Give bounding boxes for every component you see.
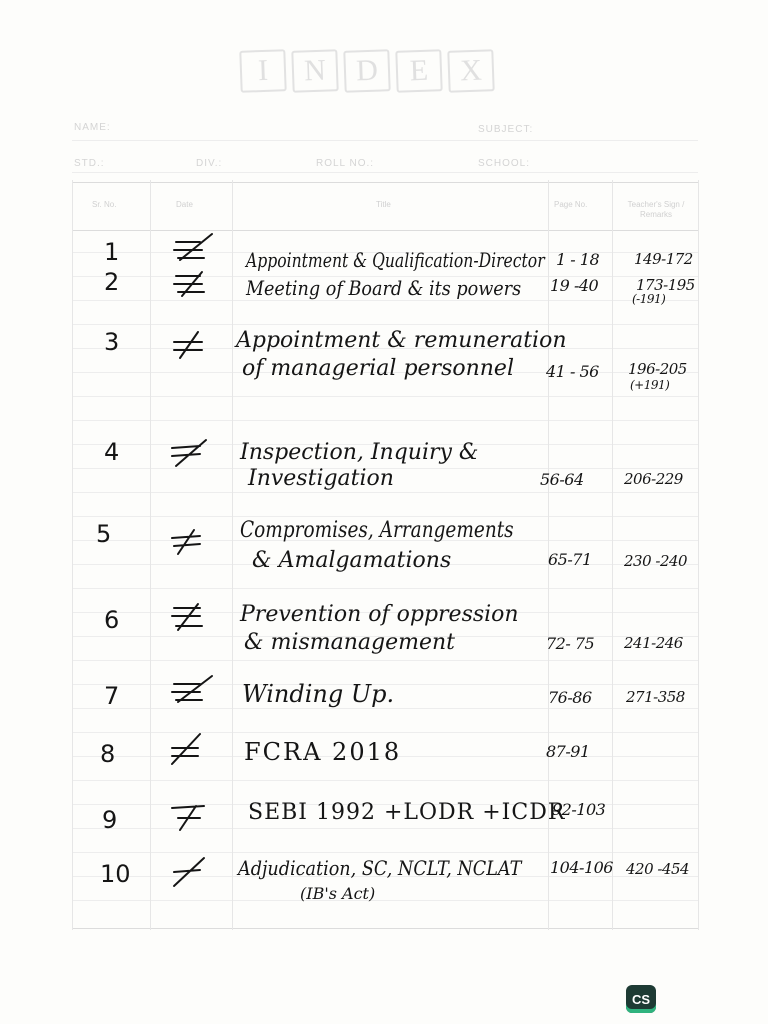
index-letter: N <box>291 49 338 93</box>
column-header-sr: Sr. No. <box>92 200 117 209</box>
ruled-line <box>72 300 698 301</box>
school-label: SCHOOL: <box>478 158 531 169</box>
entry-pages: 87-91 <box>546 742 590 761</box>
entry-reference: 241-246 <box>624 634 683 652</box>
entry-title-line-1: Appointment & remuneration <box>236 328 567 353</box>
entry-title-line-1: Compromises, Arrangements <box>240 518 514 543</box>
entry-reference-note: (+191) <box>630 378 670 392</box>
index-letter: X <box>447 49 494 93</box>
column-divider <box>612 180 613 930</box>
camscanner-logo: CS <box>626 985 656 1013</box>
entry-reference: 149-172 <box>634 250 693 268</box>
entry-pages: 1 - 18 <box>556 250 600 269</box>
entry-pages: 19 -40 <box>550 276 599 295</box>
ruled-line <box>72 324 698 325</box>
entry-pages: 76-86 <box>548 688 592 707</box>
entry-number: 10 <box>100 860 131 888</box>
tick-mark-icon <box>166 600 214 634</box>
entry-title-line-2: Investigation <box>248 466 394 491</box>
ruled-line <box>72 660 698 661</box>
entry-reference: 271-358 <box>626 688 685 706</box>
table-bottom-rule <box>72 928 698 929</box>
entry-reference: 196-205 <box>628 360 687 378</box>
entry-reference-note: (-191) <box>632 292 666 306</box>
tick-mark-icon <box>166 670 214 704</box>
index-letter: D <box>343 49 390 93</box>
entry-pages: 56-64 <box>540 470 584 489</box>
column-divider <box>150 180 151 930</box>
index-letter: I <box>239 49 286 93</box>
entry-pages: 41 - 56 <box>546 362 599 381</box>
table-head-rule <box>72 230 698 231</box>
column-header-date: Date <box>176 200 193 209</box>
name-label: NAME: <box>74 122 111 133</box>
entry-pages: 104-106 <box>550 858 613 877</box>
tick-mark-icon <box>168 328 216 362</box>
ruled-line <box>72 900 698 901</box>
column-divider <box>72 180 73 930</box>
column-header-page: Page No. <box>554 200 588 209</box>
entry-number: 5 <box>96 520 112 548</box>
entry-number: 6 <box>104 606 120 634</box>
entry-number: 3 <box>104 328 120 356</box>
entry-number: 2 <box>104 268 120 296</box>
index-heading <box>240 50 494 92</box>
column-header-remarks: Teacher's Sign / Remarks <box>627 200 685 219</box>
entry-reference: 420 -454 <box>626 860 690 878</box>
roll-label: ROLL NO.: <box>316 158 375 169</box>
ruled-line <box>72 708 698 709</box>
entry-title: FCRA 2018 <box>244 738 402 766</box>
ruled-line <box>72 396 698 397</box>
tick-mark-icon <box>166 436 214 470</box>
std-label: STD.: <box>74 158 105 169</box>
subject-label: SUBJECT: <box>478 124 534 135</box>
ruled-line <box>72 828 698 829</box>
tick-mark-icon <box>164 732 212 766</box>
entry-title: Meeting of Board & its powers <box>246 276 522 300</box>
ruled-line <box>72 492 698 493</box>
entry-pages: 92-103 <box>552 800 606 819</box>
entry-pages: 72- 75 <box>546 634 595 653</box>
index-letter: E <box>395 49 442 93</box>
column-divider <box>698 180 699 930</box>
entry-number: 1 <box>104 238 120 266</box>
tick-mark-icon <box>166 524 214 558</box>
column-header-title: Title <box>376 200 391 209</box>
entry-number: 9 <box>102 806 118 834</box>
tick-mark-icon <box>166 856 214 890</box>
entry-reference: 206-229 <box>624 470 683 488</box>
entry-number: 7 <box>104 682 120 710</box>
entry-title-line-2: & mismanagement <box>244 630 456 655</box>
header-rule <box>72 140 698 141</box>
entry-title-line-2: (IB's Act) <box>300 884 376 903</box>
ruled-line <box>72 852 698 853</box>
entry-title-line-2: of managerial personnel <box>242 356 514 381</box>
div-label: DIV.: <box>196 158 223 169</box>
entry-pages: 65-71 <box>548 550 592 569</box>
entry-reference: 230 -240 <box>624 552 688 570</box>
table-top-rule <box>72 182 698 183</box>
header-rule <box>72 172 698 173</box>
tick-mark-icon <box>168 800 216 834</box>
entry-title: Appointment & Qualification-Director <box>246 248 545 272</box>
entry-title: SEBI 1992 +LODR +ICDR <box>248 800 566 825</box>
ruled-line <box>72 588 698 589</box>
tick-mark-icon <box>168 230 216 264</box>
entry-title: Winding Up. <box>242 680 395 708</box>
entry-reference: 173-195 <box>636 276 695 294</box>
entry-title-line-2: & Amalgamations <box>252 548 452 573</box>
tick-mark-icon <box>168 268 216 302</box>
entry-number: 4 <box>104 438 120 466</box>
ruled-line <box>72 780 698 781</box>
entry-title-line-1: Prevention of oppression <box>240 602 519 627</box>
entry-title-line-1: Inspection, Inquiry & <box>240 440 479 465</box>
column-divider <box>232 180 233 930</box>
entry-title-line-1: Adjudication, SC, NCLT, NCLAT <box>238 856 522 880</box>
entry-number: 8 <box>100 740 116 768</box>
ruled-line <box>72 420 698 421</box>
ruled-line <box>72 516 698 517</box>
